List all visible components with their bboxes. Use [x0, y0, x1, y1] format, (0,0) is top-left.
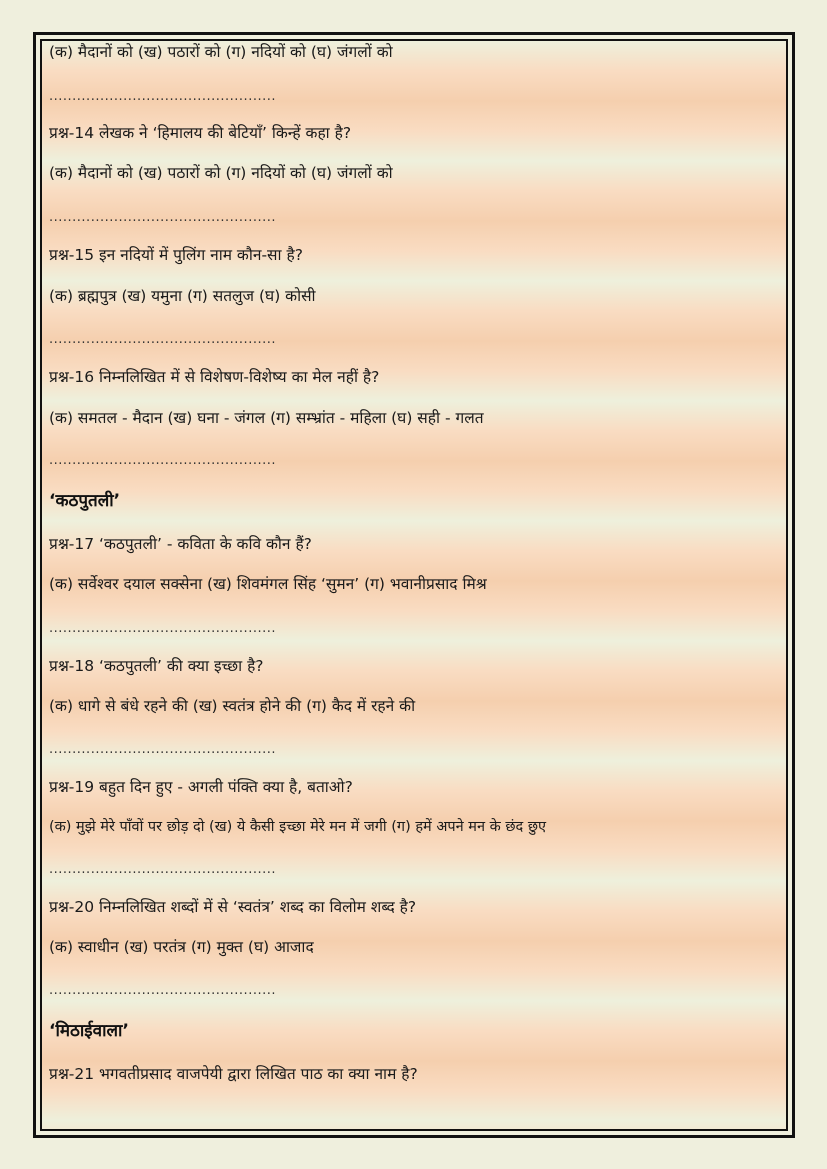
options-line: (क) सर्वेश्वर दयाल सक्सेना (ख) शिवमंगल सिंह ‘सुमन’ (ग) भवानीप्रसाद मिश्र — [49, 575, 487, 593]
options-line: (क) समतल - मैदान (ख) घना - जंगल (ग) सम्भ्रांत - महिला (घ) सही - गलत — [49, 409, 484, 427]
answer-blank: ................................................. — [49, 453, 276, 468]
options-line: (क) स्वाधीन (ख) परतंत्र (ग) मुक्त (घ) आजाद — [49, 938, 314, 956]
question-19: प्रश्न-19 बहुत दिन हुए - अगली पंक्ति क्या है, बताओ? — [49, 778, 353, 796]
options-line: (क) मैदानों को (ख) पठारों को (ग) नदियों को (घ) जंगलों को — [49, 164, 393, 182]
section-heading-mithaiwala: ‘मिठाईवाला’ — [49, 1021, 129, 1041]
options-line: (क) मैदानों को (ख) पठारों को (ग) नदियों को (घ) जंगलों को — [49, 43, 393, 61]
answer-blank: ................................................. — [49, 862, 276, 877]
answer-blank: ................................................. — [49, 621, 276, 636]
question-16: प्रश्न-16 निम्नलिखित में से विशेषण-विशेष्य का मेल नहीं है? — [49, 368, 380, 386]
question-15: प्रश्न-15 इन नदियों में पुलिंग नाम कौन-सा है? — [49, 246, 303, 264]
options-line: (क) ब्रह्मपुत्र (ख) यमुना (ग) सतलुज (घ) कोसी — [49, 287, 316, 305]
answer-blank: ................................................. — [49, 332, 276, 347]
answer-blank: ................................................. — [49, 983, 276, 998]
answer-blank: ................................................. — [49, 89, 276, 104]
answer-blank: ................................................. — [49, 210, 276, 225]
question-18: प्रश्न-18 ‘कठपुतली’ की क्या इच्छा है? — [49, 657, 264, 675]
question-17: प्रश्न-17 ‘कठपुतली’ - कविता के कवि कौन हैं? — [49, 535, 312, 553]
options-line: (क) धागे से बंधे रहने की (ख) स्वतंत्र होने की (ग) कैद में रहने की — [49, 697, 416, 715]
question-21: प्रश्न-21 भगवतीप्रसाद वाजपेयी द्वारा लिखित पाठ का क्या नाम है? — [49, 1065, 418, 1083]
question-20: प्रश्न-20 निम्नलिखित शब्दों में से ‘स्वतंत्र’ शब्द का विलोम शब्द है? — [49, 898, 417, 916]
section-heading-kathputli: ‘कठपुतली’ — [49, 491, 121, 511]
question-14: प्रश्न-14 लेखक ने ‘हिमालय की बेटियाँ’ किन्हें कहा है? — [49, 124, 352, 142]
answer-blank: ................................................. — [49, 742, 276, 757]
options-line: (क) मुझे मेरे पाँवों पर छोड़ दो (ख) ये कैसी इच्छा मेरे मन में जगी (ग) हमें अपने मन के छंद छुए — [49, 819, 547, 835]
